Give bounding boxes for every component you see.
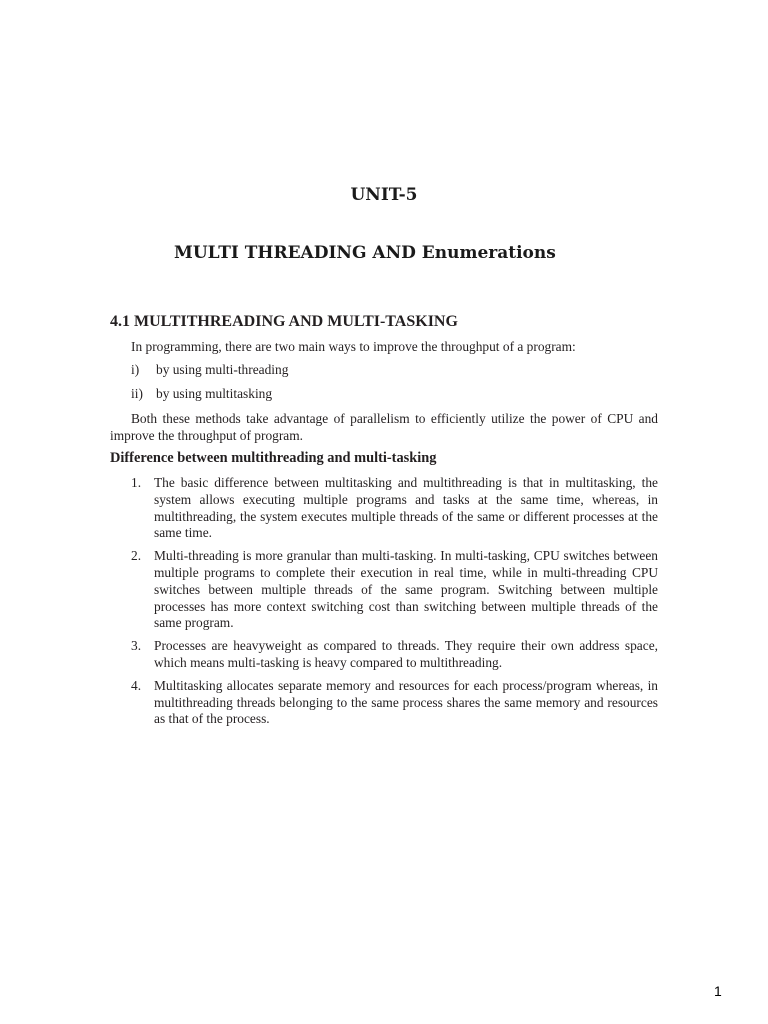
page-number: 1 (714, 983, 722, 999)
difference-number: 4. (131, 677, 142, 693)
section-heading: 4.1 MULTITHREADING AND MULTI-TASKING (110, 313, 458, 330)
differences-list (110, 475, 658, 734)
difference-number: 3. (131, 638, 142, 654)
difference-item (110, 638, 658, 672)
intro-paragraph: In programming, there are two main ways to improve the throughput of a program: (131, 339, 576, 354)
method-number: ii) (131, 386, 143, 401)
difference-item (110, 548, 658, 632)
difference-item (110, 475, 658, 542)
unit-title: UNIT-5 (350, 185, 418, 205)
parallelism-paragraph: Both these methods take advantage of parallelism to efficiently utilize the power of CPU and improve the throughput of program. (110, 411, 658, 443)
difference-text: Multitasking allocates separate memory and resources for each process/program whereas, in multithreading threads belonging to the same process shares the same memory and resources as that of the process. (154, 677, 658, 727)
method-item (131, 386, 272, 403)
document-title: MULTI THREADING AND Enumerations (174, 243, 556, 263)
difference-text: Multi-threading is more granular than multi-tasking. In multi-tasking, CPU switches between multiple programs to complete their execution in real time, while in multi-threading CPU switches between multiple threads of the same program. Switching between multiple processes has more context switching cost than switching between multiple threads of the same program. (154, 548, 658, 631)
difference-item (110, 678, 658, 728)
difference-text: The basic difference between multitasking and multithreading is that in multitasking, the system allows executing multiple programs and tasks at the same time, whereas, in multithreading, the system executes multiple threads of the same or different processes at the same time. (154, 475, 658, 541)
difference-number: 1. (131, 475, 142, 490)
difference-number: 2. (131, 548, 142, 564)
method-item (131, 362, 288, 379)
method-text: by using multi-threading (156, 362, 289, 377)
method-text: by using multitasking (156, 386, 273, 401)
difference-text: Processes are heavyweight as compared to threads. They require their own address space, which means multi-tasking is heavy compared to multithreading. (154, 638, 658, 670)
method-number: i) (131, 362, 140, 377)
differences-heading: Difference between multithreading and multi-tasking (110, 450, 437, 466)
